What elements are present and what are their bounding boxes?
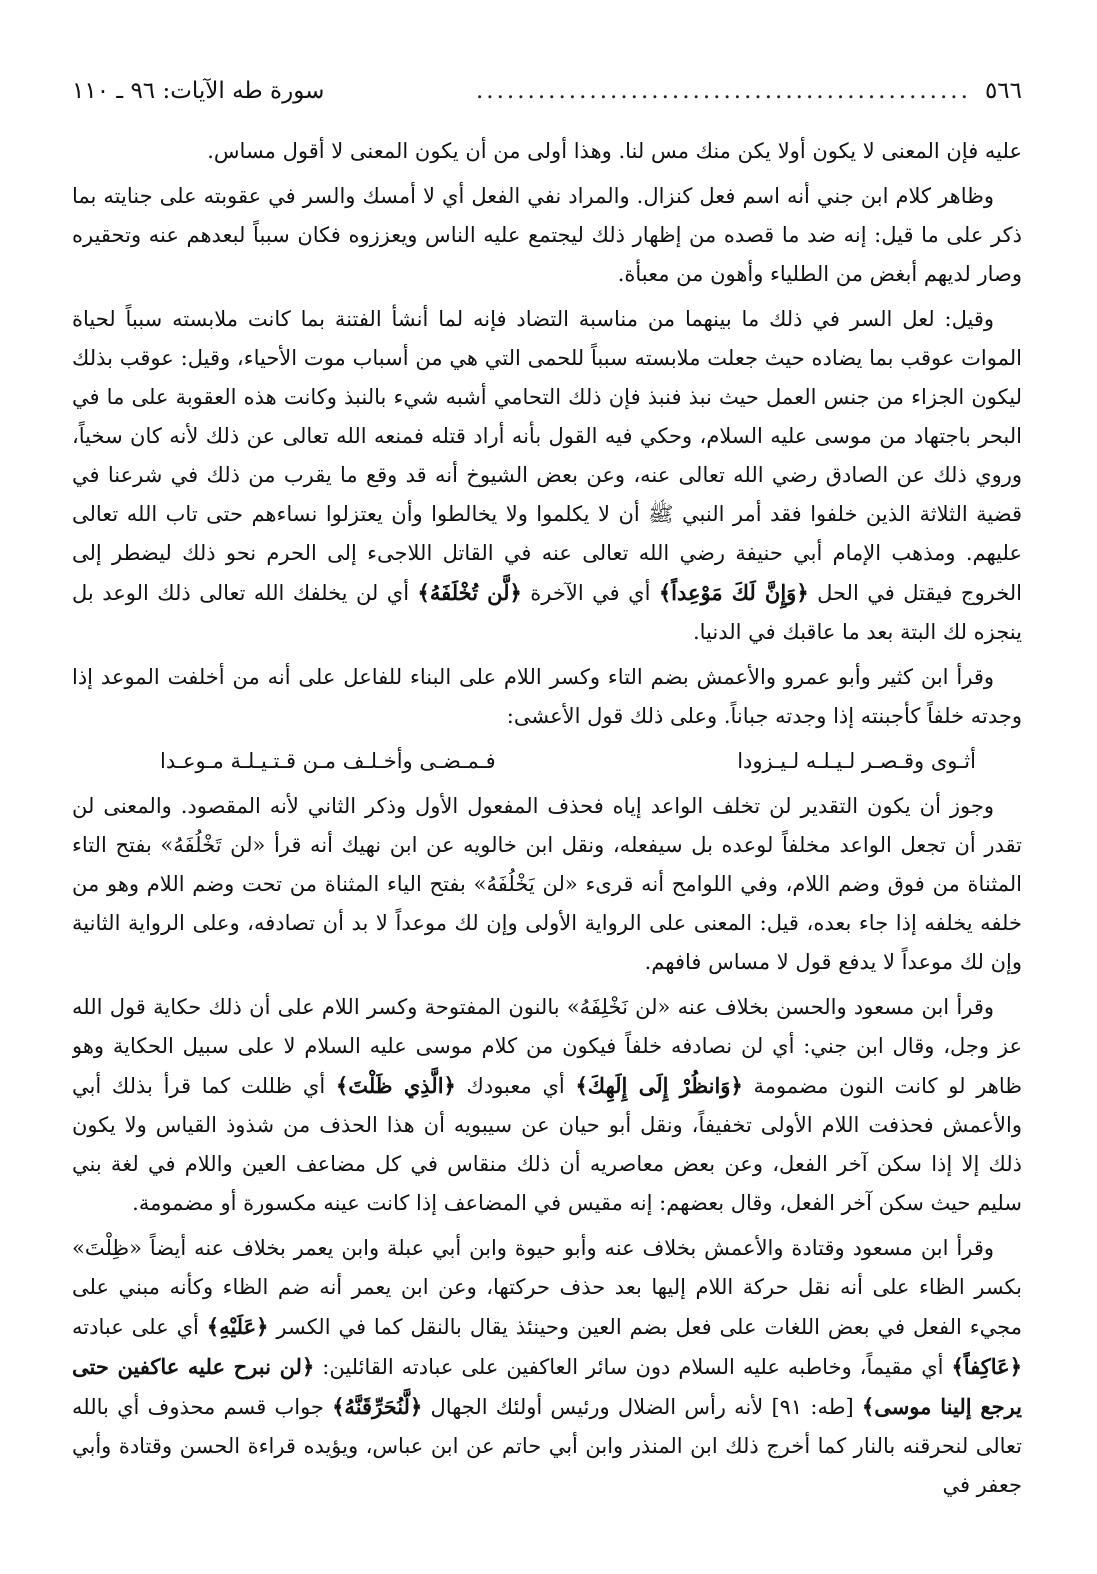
page-number: ٥٦٦ — [984, 78, 1022, 104]
paragraph-text: عليه فإن المعنى لا يكون أولا يكن منك مس لنا. وهذا أولى من أن يكون المعنى لا أقول مساس. — [207, 139, 1022, 163]
quran-citation: ﴿الَّذِي ظَلْتَ﴾ — [335, 1073, 456, 1098]
page-body — [72, 132, 1022, 1505]
paragraph-text: أي لن يخلفك الله تعالى ذلك الوعد بل ينجزه لك البتة بعد ما عاقبك في الدنيا. — [72, 581, 1022, 644]
paragraph-text: وجوز أن يكون التقدير لن تخلف الواعد إياه فحذف المفعول الأول وذكر الثاني لأنه المقصود. والمعنى لن تقدر أن تجعل الواعد مخلفاً لوعده بل سيفعله، ونقل ابن خالويه عن ابن نهيك أنه قرأ «لن تَخْلُفَهُ» بفتح التاء المثناة من فوق وضم اللام، وفي اللوامح أنه قرىء «لن يَخْلُفَهُ» بفتح الياء المثناة من تحت وضم اللام وهو من خلفه يخلفه إذا جاء بعده، قيل: المعنى على الرواية الأولى وإن لك موعداً لا بد أن تصادفه، وعلى الرواية الثانية وإن لك موعداً لا يدفع قول لا مساس فافهم. — [72, 794, 1022, 974]
paragraph-text: أي على عبادته — [72, 1315, 207, 1339]
paragraph — [72, 988, 1022, 1223]
document-page — [72, 78, 1022, 1558]
paragraph-text: أي في الآخرة — [521, 581, 659, 605]
paragraph-text: جواب قسم محذوف أي بالله تعالى لنحرقنه بالنار كما أخرج ذلك ابن المنذر وابن أبي حاتم عن ابن عباس، ويؤيده قراءة الحسن وقتادة وأبي جعفر في — [72, 1395, 1022, 1497]
quran-citation: ﴿وَإِنَّ لَكَ مَوْعِداً﴾ — [658, 580, 809, 605]
quran-citation: ﴿لن نبرح عليه عاكفين حتى يرجع إلينا موسى﴾ — [72, 1354, 1022, 1419]
paragraph-text: أي معبودك — [455, 1074, 576, 1098]
quran-citation: ﴿عَلَيْهِ﴾ — [206, 1314, 269, 1339]
header-leader-dots: ................................................ — [476, 78, 971, 104]
paragraph-text: [طه: ٩١] لأنه رأس الضلال ورئيس أولئك الجهال — [422, 1395, 862, 1419]
running-header — [72, 78, 1022, 118]
quran-citation: ﴿لَّن تُخْلَفَهُ﴾ — [417, 580, 522, 605]
verse-first-hemistich: أثـوى وقـصـر لـيـلـه لـيـزودا — [737, 749, 976, 773]
paragraph-text: أي مقيماً، وخاطبه عليه السلام دون سائر العاكفين على عبادته القائلين: — [314, 1355, 952, 1379]
paragraph — [72, 787, 1022, 982]
paragraph — [72, 177, 1022, 294]
paragraph — [72, 132, 1022, 171]
poetry-verse — [72, 742, 1022, 781]
quran-citation: ﴿لَّنُحَرِّقَنَّهُ﴾ — [332, 1394, 423, 1419]
paragraph-text: وقيل: لعل السر في ذلك ما بينهما من مناسبة التضاد فإنه لما أنشأ الفتنة بما كانت ملابسته سبباً لحياة الموات عوقب بما يضاده حيث جعلت ملابسته سبباً للحمى التي هي من أسباب موت الأحياء، وقيل: عوقب بذلك ليكون الجزاء من جنس العمل حيث نبذ فنبذ فإن ذلك التحامي أشبه شيء بالنبذ وكانت هذه العقوبة على ما في البحر باجتهاد من موسى عليه السلام، وحكي فيه القول بأنه أراد قتله فمنعه الله تعالى عن ذلك لأنه كان سخياً، وروي ذلك عن الصادق رضي الله تعالى عنه، وعن بعض الشيوخ أنه قد وقع ما يقرب من ذلك في شرعنا في قضية الثلاثة الذين خلفوا فقد أمر النبي ﷺ أن لا يكلموا ولا يخالطوا وأن يعتزلوا نساءهم حتى تاب الله تعالى عليهم. ومذهب الإمام أبي حنيفة رضي الله تعالى عنه في القاتل اللاجىء إلى الحرم نحو ذلك ليضطر إلى الخروج فيقتل في الحل — [72, 307, 1022, 605]
quran-citation: ﴿وَانظُرْ إِلَى إِلَهِكَ﴾ — [575, 1073, 743, 1098]
verse-second-hemistich: فـمـضـى وأخـلـف مـن قـتـيـلـة مـوعـدا — [160, 749, 496, 773]
quran-citation: ﴿عَاكِفاً﴾ — [951, 1354, 1022, 1379]
paragraph-text: وقرأ ابن مسعود وقتادة والأعمش بخلاف عنه وأبو حيوة وابن أبي عبلة وابن يعمر بخلاف عنه أيضاً «ظِلْتَ» بكسر الظاء على أنه نقل حركة اللام إليها بعد حذف حركتها، وعن ابن يعمر أنه ضم الظاء وكأنه مبني على مجيء الفعل في بعض اللغات على فعل بضم العين وحينئذ يقال بالنقل كما في الكسر — [72, 1236, 1022, 1339]
paragraph — [72, 300, 1022, 652]
paragraph — [72, 658, 1022, 736]
paragraph-text: وقرأ ابن مسعود والحسن بخلاف عنه «لن نَخْلِفَهُ» بالنون المفتوحة وكسر اللام على أن ذلك حكاية قول الله عز وجل، وقال ابن جني: أي لن نصادفه خلفاً فيكون من كلام موسى عليه السلام لا على سبيل الحكاية وهو ظاهر لو كانت النون مضمومة — [72, 995, 1022, 1098]
section-title: سورة طه الآيات: ٩٦ ـ ١١٠ — [72, 78, 325, 104]
paragraph-text: أي ظللت كما قرأ بذلك أبي والأعمش فحذفت اللام الأولى تخفيفاً، ونقل أبو حيان عن سيبويه أن هذا الحذف من شذوذ القياس ولا يكون ذلك إلا إذا سكن آخر الفعل، وعن بعض معاصريه أن ذلك منقاس في كل مضاعف العين واللام في لغة بني سليم حيث سكن آخر الفعل، وقال بعضهم: إنه مقيس في المضاعف إذا كانت عينه مكسورة أو مضمومة. — [72, 1074, 1022, 1215]
paragraph — [72, 1229, 1022, 1505]
paragraph-text: وقرأ ابن كثير وأبو عمرو والأعمش بضم التاء وكسر اللام على البناء للفاعل على أنه من أخلفت الموعد إذا وجدته خلفاً كأجبنته إذا وجدته جباناً. وعلى ذلك قول الأعشى: — [72, 665, 1022, 728]
paragraph-text: وظاهر كلام ابن جني أنه اسم فعل كنزال. والمراد نفي الفعل أي لا أمسك والسر في عقوبته على جنايته بما ذكر على ما قيل: إنه ضد ما قصده من إظهار ذلك ليجتمع عليه الناس ويعززوه فكان سبباً لبعدهم عنه وتحقيره وصار لديهم أبغض من الطلياء وأهون من معبأة. — [72, 184, 1022, 286]
